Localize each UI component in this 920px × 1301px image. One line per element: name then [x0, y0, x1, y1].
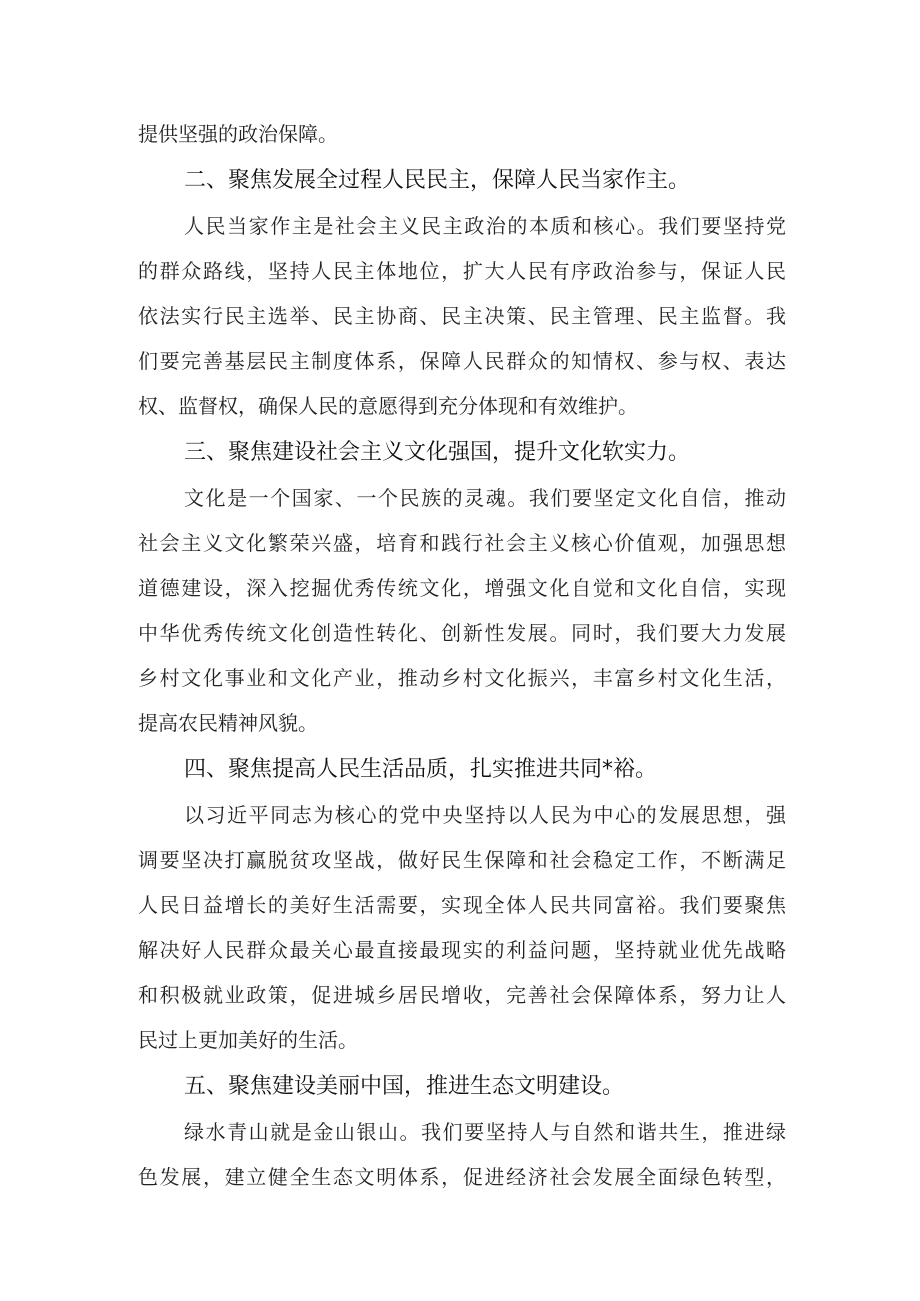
paragraph-line: 提高农民精神风貌。 [138, 711, 318, 735]
section-heading: 三、聚焦建设社会主义文化强国，提升文化软实力。 [184, 440, 691, 465]
section-heading: 四、聚焦提高人民生活品质，扎实推进共同*裕。 [184, 757, 658, 782]
paragraph-line: 乡村文化事业和文化产业，推动乡村文化振兴，丰富乡村文化生活， [138, 666, 786, 690]
paragraph-line: 色发展，建立健全生态文明体系，促进经济社会发展全面绿色转型， [138, 1165, 786, 1189]
document-body [138, 112, 786, 1200]
paragraph-first-line: 人民当家作主是社会主义民主政治的本质和核心。我们要坚持党 [184, 214, 786, 238]
paragraph-line: 依法实行民主选举、民主协商、民主决策、民主管理、民主监督。我 [138, 304, 786, 328]
paragraph-line: 调要坚决打赢脱贫攻坚战，做好民生保障和社会稳定工作，不断满足 [138, 848, 786, 872]
paragraph-line: 解决好人民群众最关心最直接最现实的利益问题，坚持就业优先战略 [138, 938, 786, 962]
paragraph-line: 的群众路线，坚持人民主体地位，扩大人民有序政治参与，保证人民 [138, 259, 786, 283]
paragraph-line: 权、监督权，确保人民的意愿得到充分体现和有效维护。 [138, 394, 638, 418]
paragraph-first-line: 绿水青山就是金山银山。我们要坚持人与自然和谐共生，推进绿 [184, 1120, 786, 1144]
paragraph-line: 人民日益增长的美好生活需要，实现全体人民共同富裕。我们要聚焦 [138, 893, 786, 917]
paragraph-line: 和积极就业政策，促进城乡居民增收，完善社会保障体系，努力让人 [138, 983, 786, 1007]
paragraph-first-line: 以习近平同志为核心的党中央坚持以人民为中心的发展思想，强 [184, 803, 786, 827]
section-heading: 五、聚焦建设美丽中国，推进生态文明建设。 [184, 1074, 625, 1099]
paragraph-line: 中华优秀传统文化创造性转化、创新性发展。同时，我们要大力发展 [138, 621, 786, 645]
paragraph-line: 提供坚强的政治保障。 [138, 122, 338, 146]
paragraph-line: 社会主义文化繁荣兴盛，培育和践行社会主义核心价值观，加强思想 [138, 531, 786, 555]
paragraph-line: 民过上更加美好的生活。 [138, 1028, 358, 1052]
paragraph-line: 们要完善基层民主制度体系，保障人民群众的知情权、参与权、表达 [138, 349, 786, 373]
section-heading: 二、聚焦发展全过程人民民主，保障人民当家作主。 [184, 168, 691, 193]
paragraph-line: 道德建设，深入挖掘优秀传统文化，增强文化自觉和文化自信，实现 [138, 576, 786, 600]
paragraph-first-line: 文化是一个国家、一个民族的灵魂。我们要坚定文化自信，推动 [184, 486, 786, 510]
